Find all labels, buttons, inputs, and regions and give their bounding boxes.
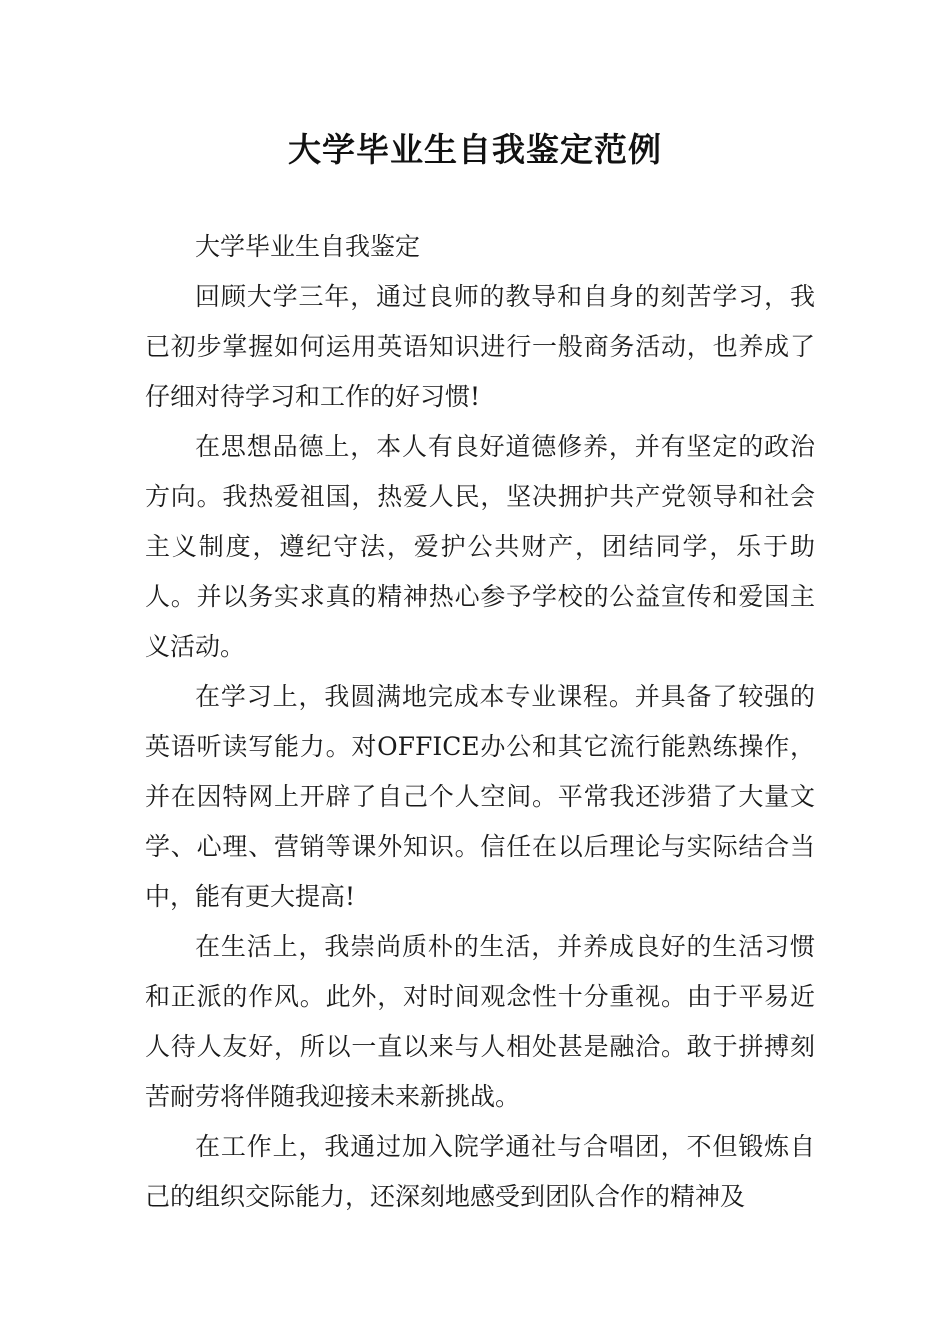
document-body (145, 222, 815, 1222)
paragraph-study: 在学习上，我圆满地完成本专业课程。并具备了较强的英语听读写能力。对OFFICE办公和其它流行能熟练操作，并在因特网上开辟了自己个人空间。平常我还涉猎了大量文学、心理、营销等课外知识。信任在以后理论与实际结合当中，能有更大提高! (145, 682, 815, 911)
paragraph-review: 回顾大学三年，通过良师的教导和自身的刻苦学习，我已初步掌握如何运用英语知识进行一般商务活动，也养成了仔细对待学习和工作的好习惯! (145, 282, 815, 411)
document-title: 大学毕业生自我鉴定范例 (288, 130, 662, 169)
paragraph-morality: 在思想品德上，本人有良好道德修养，并有坚定的政治方向。我热爱祖国，热爱人民，坚决拥护共产党领导和社会主义制度，遵纪守法，爱护公共财产，团结同学，乐于助人。并以务实求真的精神热心参予学校的公益宣传和爱国主义活动。 (145, 432, 815, 661)
paragraph-heading: 大学毕业生自我鉴定 (195, 232, 421, 261)
paragraph-work: 在工作上，我通过加入院学通社与合唱团，不但锻炼自己的组织交际能力，还深刻地感受到团队合作的精神及 (145, 1132, 815, 1211)
paragraph-life: 在生活上，我崇尚质朴的生活，并养成良好的生活习惯和正派的作风。此外，对时间观念性十分重视。由于平易近人待人友好，所以一直以来与人相处甚是融洽。敢于拼搏刻苦耐劳将伴随我迎接未来新挑战。 (145, 932, 815, 1111)
